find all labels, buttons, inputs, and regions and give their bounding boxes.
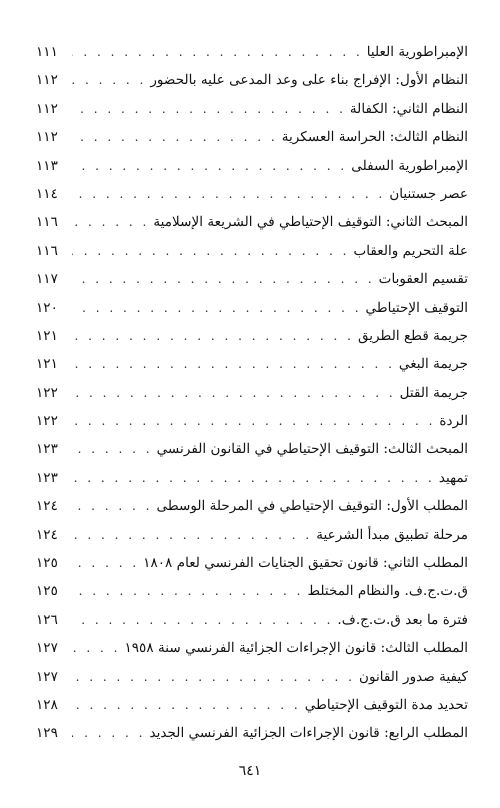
- dot-leader: [72, 322, 354, 350]
- dot-leader: [72, 577, 304, 605]
- toc-entry: [36, 350, 468, 378]
- dot-leader: [72, 634, 120, 662]
- dot-leader: [72, 38, 363, 66]
- toc-entry-page: ١٢٥: [36, 555, 58, 572]
- toc-entry: [36, 435, 468, 463]
- dot-leader: [72, 464, 435, 492]
- toc-entry-page: ١٢٦: [36, 611, 58, 628]
- toc-entry-page: ١١١: [36, 44, 58, 60]
- toc-entry-title: جريمة البغي: [398, 356, 468, 373]
- toc-entry-page: ١٢٨: [36, 696, 58, 713]
- toc-entry-title: المبحث الثالث: التوقيف الإحتياطي في القانون الفرنسي: [156, 441, 468, 458]
- dot-leader: [72, 719, 145, 747]
- dot-leader: [72, 237, 349, 265]
- toc-entry-page: ١٢٤: [36, 498, 58, 515]
- toc-entry: [36, 237, 468, 265]
- page-number: ٦٤١: [238, 763, 262, 779]
- toc-entry-page: ١٢٢: [36, 384, 58, 401]
- toc-entry-title: جريمة القتل: [399, 384, 468, 401]
- toc-entry-title: النظام الثاني: الكفالة: [349, 100, 468, 117]
- toc-entry-title: تمهيد: [438, 469, 468, 486]
- toc-entry-title: المطلب الثالث: قانون الإجراءات الجزائية الفرنسي سنة ١٩٥٨: [124, 640, 468, 657]
- toc-entry-page: ١٢٠: [36, 299, 58, 316]
- dot-leader: [72, 265, 375, 293]
- toc-entry: [36, 208, 468, 236]
- toc-entry-page: ١٢١: [36, 356, 58, 373]
- dot-leader: [72, 435, 153, 463]
- toc-entry: [36, 634, 468, 662]
- toc-entry: [36, 294, 468, 322]
- dot-leader: [72, 66, 146, 94]
- toc-entry-page: ١٢٤: [36, 526, 58, 543]
- toc-entry-title: جريمة قطع الطريق: [357, 327, 468, 344]
- toc-entry-title: التوقيف الإحتياطي: [365, 299, 468, 316]
- toc-entry: [36, 265, 468, 293]
- dot-leader: [72, 606, 333, 634]
- dot-leader: [72, 549, 139, 577]
- toc-entry-title: تقسيم العقوبات: [378, 271, 468, 288]
- toc-entry: [36, 66, 468, 94]
- toc-entry: [36, 606, 468, 634]
- toc-entry: [36, 123, 468, 151]
- toc-entry-page: ١٢٢: [36, 413, 58, 430]
- dot-leader: [72, 521, 312, 549]
- toc-entry-page: ١٢٧: [36, 668, 58, 685]
- toc-entry: [36, 95, 468, 123]
- toc-entry-page: ١١٢: [36, 129, 58, 146]
- dot-leader: [72, 350, 395, 378]
- table-of-contents: [36, 38, 468, 748]
- toc-entry-title: الإمبراطورية العليا: [366, 44, 468, 60]
- dot-leader: [72, 123, 278, 151]
- toc-entry: [36, 180, 468, 208]
- toc-entry: [36, 492, 468, 520]
- dot-leader: [72, 180, 385, 208]
- dot-leader: [72, 152, 347, 180]
- toc-entry-page: ١٢١: [36, 327, 58, 344]
- toc-entry-page: ١١٢: [36, 72, 58, 89]
- toc-entry: [36, 691, 468, 719]
- toc-entry-page: ١١٧: [36, 271, 58, 288]
- dot-leader: [72, 208, 149, 236]
- toc-entry-title: عصر جستنيان: [389, 185, 468, 202]
- dot-leader: [72, 407, 435, 435]
- toc-entry-title: مرحلة تطبيق مبدأ الشرعية: [316, 526, 468, 543]
- toc-entry-title: ق.ت.ج.ف. والنظام المختلط: [307, 583, 468, 600]
- dot-leader: [72, 379, 396, 407]
- toc-entry: [36, 719, 468, 747]
- toc-entry: [36, 38, 468, 66]
- toc-entry: [36, 521, 468, 549]
- toc-entry: [36, 577, 468, 605]
- dot-leader: [72, 691, 301, 719]
- toc-entry: [36, 549, 468, 577]
- toc-entry-title: الردة: [439, 413, 468, 430]
- toc-entry-title: النظام الأول: الإفراج بناء على وعد المدعى عليه بالحضور: [150, 72, 468, 89]
- toc-entry: [36, 407, 468, 435]
- toc-entry-title: النظام الثالث: الحراسة العسكرية: [281, 129, 468, 146]
- toc-entry-page: ١٢٣: [36, 441, 58, 458]
- toc-entry-title: تحديد مدة التوقيف الإحتياطي: [304, 696, 468, 713]
- toc-entry: [36, 322, 468, 350]
- toc-entry-page: ١٢٧: [36, 640, 58, 657]
- toc-entry: [36, 663, 468, 691]
- toc-entry-page: ١١٢: [36, 100, 58, 117]
- toc-entry-page: ١١٦: [36, 242, 58, 259]
- toc-entry-page: ١١٣: [36, 157, 58, 174]
- toc-entry-page: ١١٦: [36, 214, 58, 231]
- toc-entry-page: ١٢٩: [36, 725, 58, 742]
- dot-leader: [72, 663, 355, 691]
- toc-entry-title: المطلب الأول: التوقيف الإحتياطي في المرحلة الوسطى: [156, 498, 468, 515]
- toc-entry-title: المطلب الثاني: قانون تحقيق الجنايات الفرنسي لعام ١٨٠٨: [143, 555, 468, 572]
- dot-leader: [72, 294, 362, 322]
- toc-entry-title: المبحث الثاني: التوقيف الإحتياطي في الشريعة الإسلامية: [153, 214, 468, 231]
- dot-leader: [72, 95, 346, 123]
- toc-entry: [36, 379, 468, 407]
- toc-entry: [36, 464, 468, 492]
- toc-entry-title: المطلب الرابع: قانون الإجراءات الجزائية الفرنسي الجديد: [149, 725, 468, 742]
- toc-entry-title: علة التحريم والعقاب: [353, 242, 468, 259]
- toc-entry-page: ١٢٥: [36, 583, 58, 600]
- toc-entry-title: فترة ما بعد ق.ت.ج.ف.: [337, 611, 468, 628]
- toc-entry-title: كيفية صدور القانون: [358, 668, 468, 685]
- toc-entry-page: ١١٤: [36, 185, 58, 202]
- dot-leader: [72, 492, 152, 520]
- toc-entry-title: الإمبراطورية السفلى: [351, 157, 468, 174]
- toc-entry-page: ١٢٣: [36, 469, 58, 486]
- toc-entry: [36, 152, 468, 180]
